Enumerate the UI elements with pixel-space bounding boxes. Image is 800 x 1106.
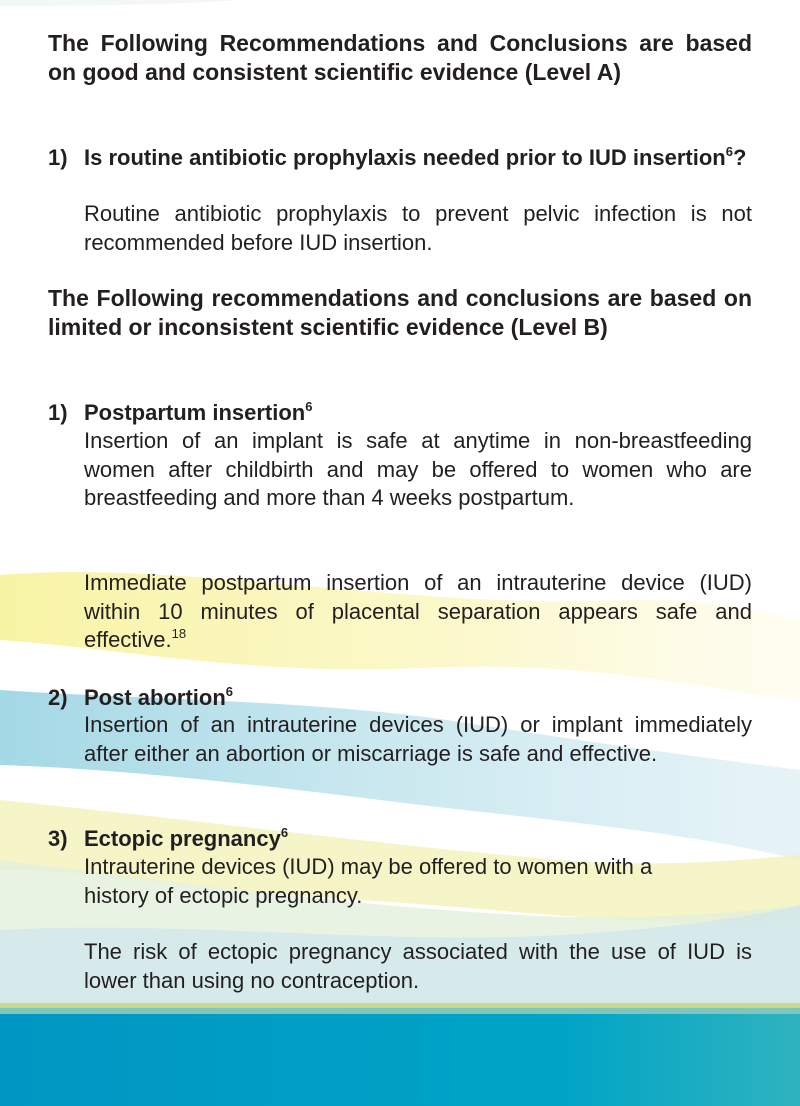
level-b-item-3-number: 3) [48, 826, 68, 851]
level-b-item-1-title: Postpartum insertion$^6$ [84, 399, 313, 425]
reference-marker: 6 [280, 825, 289, 840]
level-b-heading: The Following recommendations and conclusions are based on limited or inconsistent scientific evidence (Level B) [48, 285, 752, 340]
level-b-item-3-paragraph-1: Intrauterine devices (IUD) may be offered to women with a history of ectopic pregnancy. [84, 854, 653, 908]
level-b-item-3-paragraph-2: The risk of ectopic pregnancy associated with the use of IUD is lower than using no contraception. [84, 939, 752, 993]
level-b-item-1-paragraph-1: Insertion of an implant is safe at anytime in non-breastfeeding women after childbirth and may be offered to women who are breastfeeding and more than 4 weeks postpartum. [84, 428, 752, 510]
level-b-item-1-number: 1) [48, 400, 68, 425]
reference-marker: 18 [171, 626, 187, 641]
level-b-item-1-paragraph-2: Immediate postpartum insertion of an intrauterine device (IUD) within 10 minutes of placental separation appears safe and effective.$^{18}$ [84, 570, 752, 652]
level-a-item-1-answer: Routine antibiotic prophylaxis to prevent pelvic infection is not recommended before IUD insertion. [84, 201, 752, 255]
level-b-item-2-title: Post abortion$^6$ [84, 684, 234, 710]
level-b-item-2-paragraph-1: Insertion of an intrauterine devices (IUD) or implant immediately after either an abortion or miscarriage is safe and effective. [84, 712, 752, 766]
reference-marker: 6 [725, 144, 733, 159]
level-a-heading: The Following Recommendations and Conclusions are based on good and consistent scientific evidence (Level A) [48, 30, 752, 85]
level-a-item-1-question: Is routine antibiotic prophylaxis needed prior to IUD insertion$^6$? [84, 144, 747, 170]
level-b-item-3-title: Ectopic pregnancy$^6$ [84, 825, 289, 851]
level-a-item-1-number: 1) [48, 145, 68, 170]
level-b-item-2-number: 2) [48, 685, 68, 710]
reference-marker: 6 [225, 684, 234, 699]
reference-marker: 6 [305, 399, 313, 414]
